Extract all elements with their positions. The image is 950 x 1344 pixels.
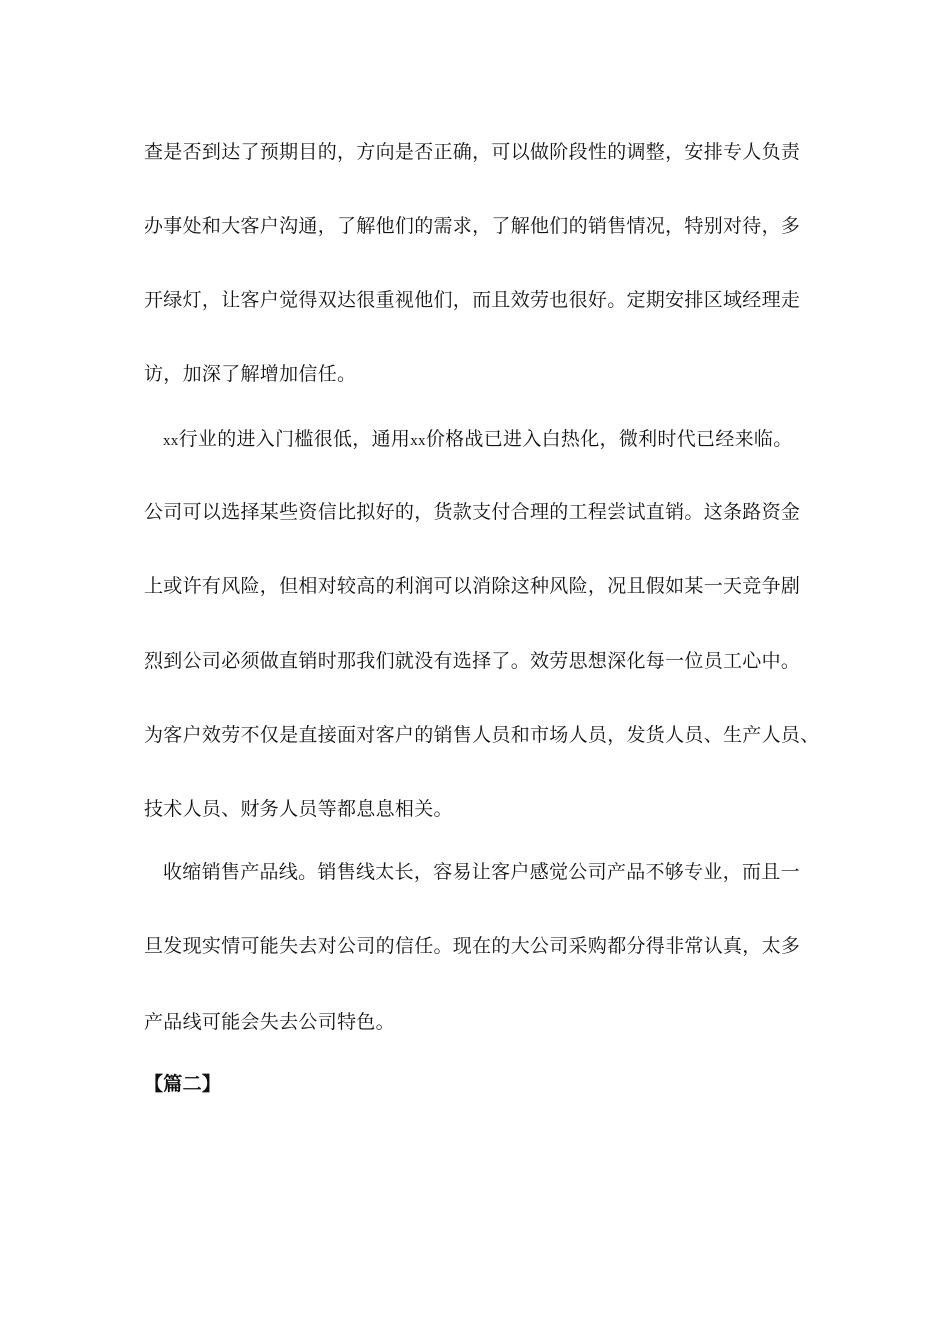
paragraph-line: 为客户效劳不仅是直接面对客户的销售人员和市场人员，发货人员、生产人员、 [144,724,820,746]
paragraph-line: 产品线可能会失去公司特色。 [144,1011,395,1033]
paragraph-line: 上或许有风险，但相对较高的利润可以消除这种风险，况且假如某一天竞争剧 [144,575,801,597]
paragraph-first-line: 收缩销售产品线。销售线太长，容易让客户感觉公司产品不够专业，而且一 [163,861,800,883]
paragraph-line: 技术人员、财务人员等都息息相关。 [144,798,453,820]
text-segment: 价格战已进入白热化，微利时代已经来临。 [425,428,793,450]
paragraph-line: 旦发现实情可能失去对公司的信任。现在的大公司采购都分得非常认真，太多 [144,935,801,957]
paragraph-line: 访，加深了解增加信任。 [144,363,357,385]
paragraph-line: 查是否到达了预期目的，方向是否正确，可以做阶段性的调整，安排专人负责 [144,141,801,163]
placeholder-xx: xx [163,433,179,449]
placeholder-xx: xx [410,433,426,449]
paragraph-line: 开绿灯，让客户觉得双达很重视他们，而且效劳也很好。定期安排区域经理走 [144,289,801,311]
paragraph-line: 公司可以选择某些资信比拟好的，货款支付合理的工程尝试直销。这条路资金 [144,501,801,523]
paragraph-line: 烈到公司必须做直销时那我们就没有选择了。效劳思想深化每一位员工心中。 [144,650,801,672]
section-heading: 【篇二】 [144,1073,222,1095]
text-segment: 行业的进入门槛很低，通用 [178,428,411,450]
paragraph-line: 办事处和大客户沟通，了解他们的需求，了解他们的销售情况，特别对待，多 [144,215,801,237]
paragraph-first-line [163,427,793,453]
